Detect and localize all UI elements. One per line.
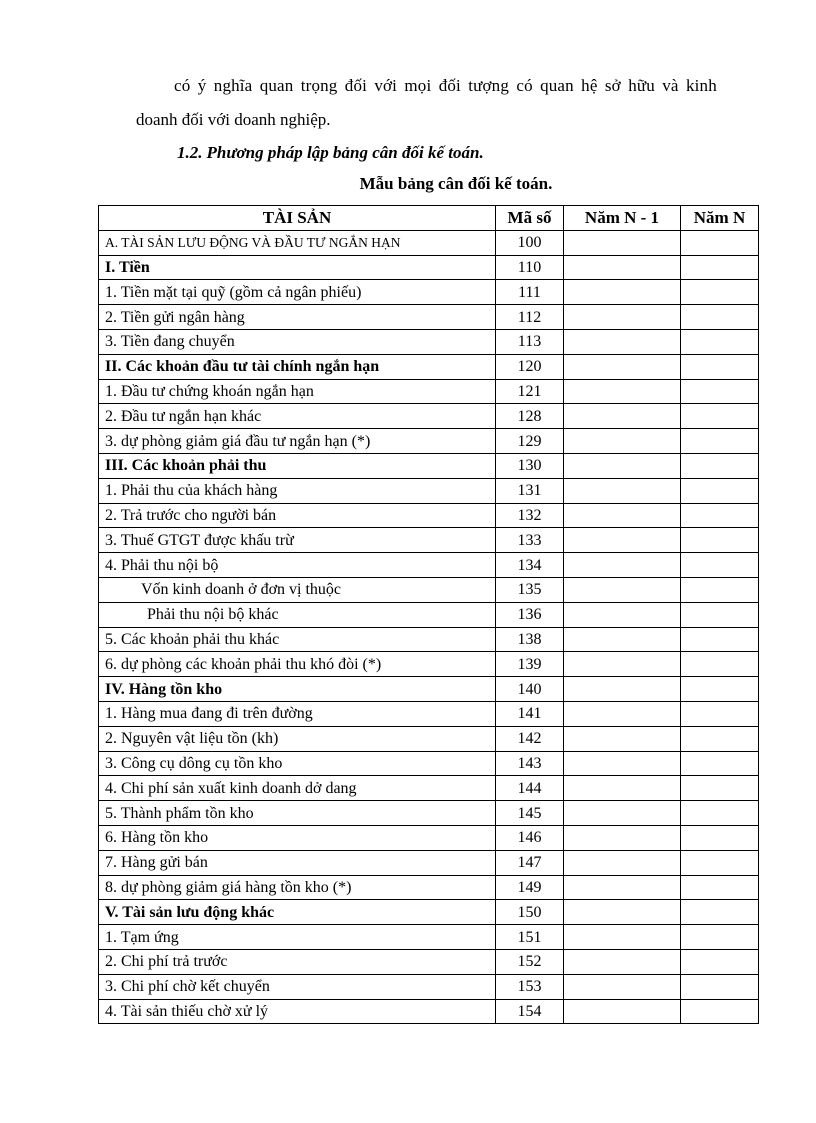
row-prev-year [564,280,681,305]
row-label: 1. Hàng mua đang đi trên đường [99,701,496,726]
row-label: III. Các khoản phải thu [99,453,496,478]
row-prev-year [564,900,681,925]
row-year [681,801,759,826]
row-label: 3. Chi phí chờ kết chuyển [99,974,496,999]
table-row [99,553,759,578]
row-label: V. Tài sản lưu động khác [99,900,496,925]
row-prev-year [564,627,681,652]
row-code: 131 [496,478,564,503]
row-label: 3. Tiền đang chuyển [99,329,496,354]
row-code: 135 [496,577,564,602]
table-header-row [99,206,759,231]
row-label: 3. dự phòng giảm giá đầu tư ngắn hạn (*) [99,429,496,454]
table-row [99,776,759,801]
row-year [681,354,759,379]
row-label: 2. Chi phí trả trước [99,949,496,974]
row-code: 128 [496,404,564,429]
table-row [99,577,759,602]
row-prev-year [564,825,681,850]
row-year [681,949,759,974]
table-row [99,379,759,404]
row-prev-year [564,453,681,478]
row-label: 1. Đầu tư chứng khoán ngắn hạn [99,379,496,404]
table-row [99,751,759,776]
table-row [99,230,759,255]
row-prev-year [564,329,681,354]
row-year [681,553,759,578]
table-row [99,726,759,751]
row-code: 150 [496,900,564,925]
row-prev-year [564,429,681,454]
row-code: 154 [496,999,564,1024]
row-prev-year [564,553,681,578]
row-code: 138 [496,627,564,652]
row-label: II. Các khoản đầu tư tài chính ngắn hạn [99,354,496,379]
row-year [681,230,759,255]
row-label: 3. Công cụ dông cụ tồn kho [99,751,496,776]
row-label: 3. Thuế GTGT được khấu trừ [99,528,496,553]
row-year [681,875,759,900]
header-year: Năm N [681,206,759,231]
row-code: 134 [496,553,564,578]
row-label: 7. Hàng gửi bán [99,850,496,875]
row-code: 110 [496,255,564,280]
row-prev-year [564,677,681,702]
row-label: 2. Nguyên vật liệu tồn (kh) [99,726,496,751]
row-label: Phải thu nội bộ khác [99,602,496,627]
body-paragraph-line: có ý nghĩa quan trọng đối với mọi đối tượng có quan hệ sở hữu và kinh [174,76,717,95]
row-code: 151 [496,925,564,950]
row-label: 6. Hàng tồn kho [99,825,496,850]
row-prev-year [564,602,681,627]
row-year [681,255,759,280]
row-year [681,974,759,999]
row-label: 5. Thành phẩm tồn kho [99,801,496,826]
body-paragraph-line: doanh đối với doanh nghiệp. [136,110,331,129]
row-year [681,751,759,776]
table-row [99,503,759,528]
header-code: Mã số [496,206,564,231]
row-prev-year [564,701,681,726]
row-year [681,329,759,354]
row-code: 149 [496,875,564,900]
row-prev-year [564,478,681,503]
table-row [99,255,759,280]
row-prev-year [564,528,681,553]
row-year [681,627,759,652]
row-year [681,677,759,702]
row-label: 8. dự phòng giảm giá hàng tồn kho (*) [99,875,496,900]
row-prev-year [564,503,681,528]
row-prev-year [564,925,681,950]
row-prev-year [564,850,681,875]
row-code: 112 [496,305,564,330]
row-code: 139 [496,652,564,677]
table-row [99,801,759,826]
row-prev-year [564,354,681,379]
row-prev-year [564,974,681,999]
row-year [681,726,759,751]
row-prev-year [564,255,681,280]
row-code: 120 [496,354,564,379]
row-code: 111 [496,280,564,305]
row-year [681,280,759,305]
section-title: Phương pháp lập bảng cân đối kế toán [206,143,480,162]
balance-sheet-table [98,205,759,1024]
table-row [99,404,759,429]
row-prev-year [564,577,681,602]
row-code: 113 [496,329,564,354]
table-row [99,602,759,627]
row-year [681,478,759,503]
row-year [681,925,759,950]
row-prev-year [564,751,681,776]
row-year [681,305,759,330]
row-prev-year [564,379,681,404]
table-row [99,429,759,454]
table-row [99,453,759,478]
row-label: A. TÀI SẢN LƯU ĐỘNG VÀ ĐẦU TƯ NGẮN HẠN [99,230,496,255]
row-code: 142 [496,726,564,751]
row-label: 5. Các khoản phải thu khác [99,627,496,652]
table-row [99,627,759,652]
row-label: I. Tiền [99,255,496,280]
row-code: 141 [496,701,564,726]
row-prev-year [564,999,681,1024]
row-label: 2. Đầu tư ngắn hạn khác [99,404,496,429]
table-row [99,701,759,726]
row-prev-year [564,875,681,900]
row-code: 147 [496,850,564,875]
row-prev-year [564,726,681,751]
table-row [99,900,759,925]
row-year [681,503,759,528]
row-year [681,453,759,478]
table-row [99,949,759,974]
table-row [99,974,759,999]
row-label: 1. Tiền mặt tại quỹ (gồm cả ngân phiếu) [99,280,496,305]
row-code: 152 [496,949,564,974]
table-row [99,305,759,330]
row-code: 144 [496,776,564,801]
row-code: 100 [496,230,564,255]
row-label: 6. dự phòng các khoản phải thu khó đòi (*) [99,652,496,677]
row-prev-year [564,801,681,826]
row-prev-year [564,404,681,429]
table-row [99,850,759,875]
header-asset: TÀI SẢN [99,206,496,231]
row-year [681,577,759,602]
row-label: 2. Trả trước cho người bán [99,503,496,528]
table-row [99,280,759,305]
row-year [681,701,759,726]
row-code: 143 [496,751,564,776]
row-code: 145 [496,801,564,826]
row-year [681,404,759,429]
row-prev-year [564,776,681,801]
row-year [681,776,759,801]
table-row [99,652,759,677]
row-code: 146 [496,825,564,850]
table-row [99,677,759,702]
row-code: 140 [496,677,564,702]
table-row [99,925,759,950]
row-prev-year [564,305,681,330]
row-year [681,652,759,677]
row-code: 133 [496,528,564,553]
row-label: 4. Chi phí sản xuất kinh doanh dở dang [99,776,496,801]
row-label: 2. Tiền gửi ngân hàng [99,305,496,330]
table-row [99,528,759,553]
row-year [681,379,759,404]
table-caption: Mẫu bảng cân đối kế toán. [359,174,553,193]
row-label: 1. Phải thu của khách hàng [99,478,496,503]
section-heading: 1.2. Phương pháp lập bảng cân đối kế toán. [177,143,484,162]
table-row [99,875,759,900]
table-row [99,478,759,503]
row-code: 136 [496,602,564,627]
table-row [99,999,759,1024]
row-year [681,900,759,925]
row-year [681,429,759,454]
table-row [99,825,759,850]
row-year [681,602,759,627]
row-code: 130 [496,453,564,478]
row-label: 4. Tài sản thiếu chờ xử lý [99,999,496,1024]
row-prev-year [564,230,681,255]
row-year [681,825,759,850]
section-number: 1.2. [177,143,203,162]
table-row [99,329,759,354]
table-row [99,354,759,379]
row-year [681,999,759,1024]
row-code: 121 [496,379,564,404]
row-label: 4. Phải thu nội bộ [99,553,496,578]
row-year [681,850,759,875]
row-year [681,528,759,553]
row-code: 129 [496,429,564,454]
row-code: 153 [496,974,564,999]
row-prev-year [564,949,681,974]
header-prev-year: Năm N - 1 [564,206,681,231]
row-label: IV. Hàng tồn kho [99,677,496,702]
row-code: 132 [496,503,564,528]
row-label: 1. Tạm ứng [99,925,496,950]
row-label: Vốn kinh doanh ở đơn vị thuộc [99,577,496,602]
row-prev-year [564,652,681,677]
